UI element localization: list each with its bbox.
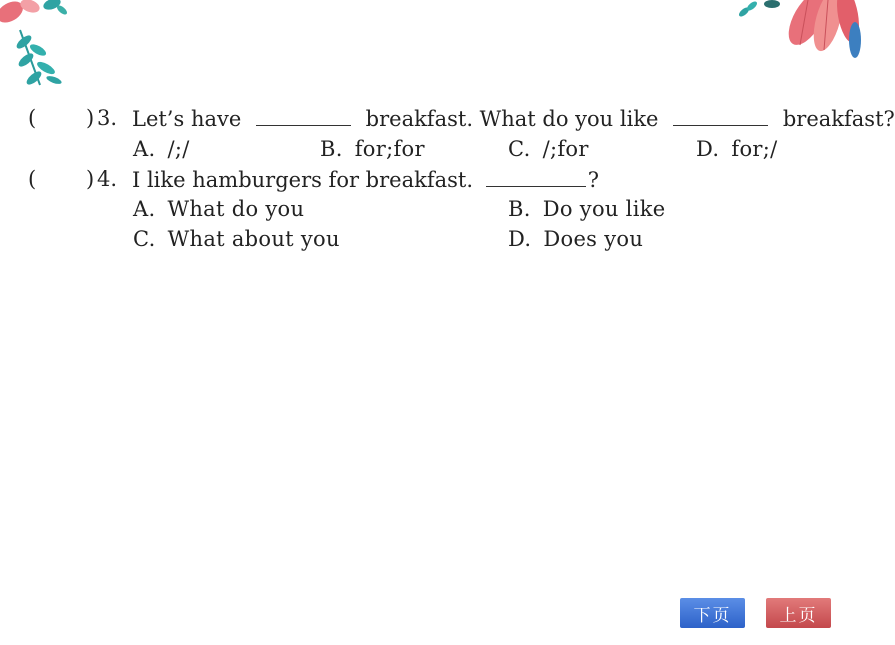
- stem-part-2: ?: [587, 168, 599, 192]
- stem-part-3: breakfast?: [782, 107, 895, 131]
- question-stem-4: [132, 167, 599, 193]
- fill-blank-1: [486, 168, 586, 187]
- next-page-button[interactable]: 下页: [680, 598, 745, 628]
- fill-blank-1: [256, 107, 351, 126]
- option-d-q4: D. Does you: [508, 227, 644, 251]
- option-b-q3: B. for;for: [320, 137, 425, 161]
- answer-paren-open-q3: (: [28, 106, 37, 130]
- fill-blank-2: [673, 107, 768, 126]
- stem-part-2: breakfast. What do you like: [365, 107, 659, 131]
- previous-page-button[interactable]: 上页: [766, 598, 831, 628]
- answer-paren-close-q4: ): [86, 167, 95, 191]
- question-number-4: 4.: [97, 167, 118, 191]
- option-c-q4: C. What about you: [133, 227, 340, 251]
- option-a-q4: A. What do you: [133, 197, 305, 221]
- stem-part-1: Let’s have: [132, 107, 242, 131]
- question-stem-3: [132, 106, 895, 132]
- question-number-3: 3.: [97, 106, 118, 130]
- option-c-q3: C. /;for: [508, 137, 589, 161]
- answer-paren-open-q4: (: [28, 167, 37, 191]
- stem-part-1: I like hamburgers for breakfast.: [132, 168, 474, 192]
- floral-decoration-right-icon: [730, 0, 860, 70]
- option-d-q3: D. for;/: [696, 137, 778, 161]
- floral-decoration-left-icon: [0, 0, 90, 95]
- option-a-q3: A. /;/: [133, 137, 190, 161]
- option-b-q4: B. Do you like: [508, 197, 666, 221]
- answer-paren-close-q3: ): [86, 106, 95, 130]
